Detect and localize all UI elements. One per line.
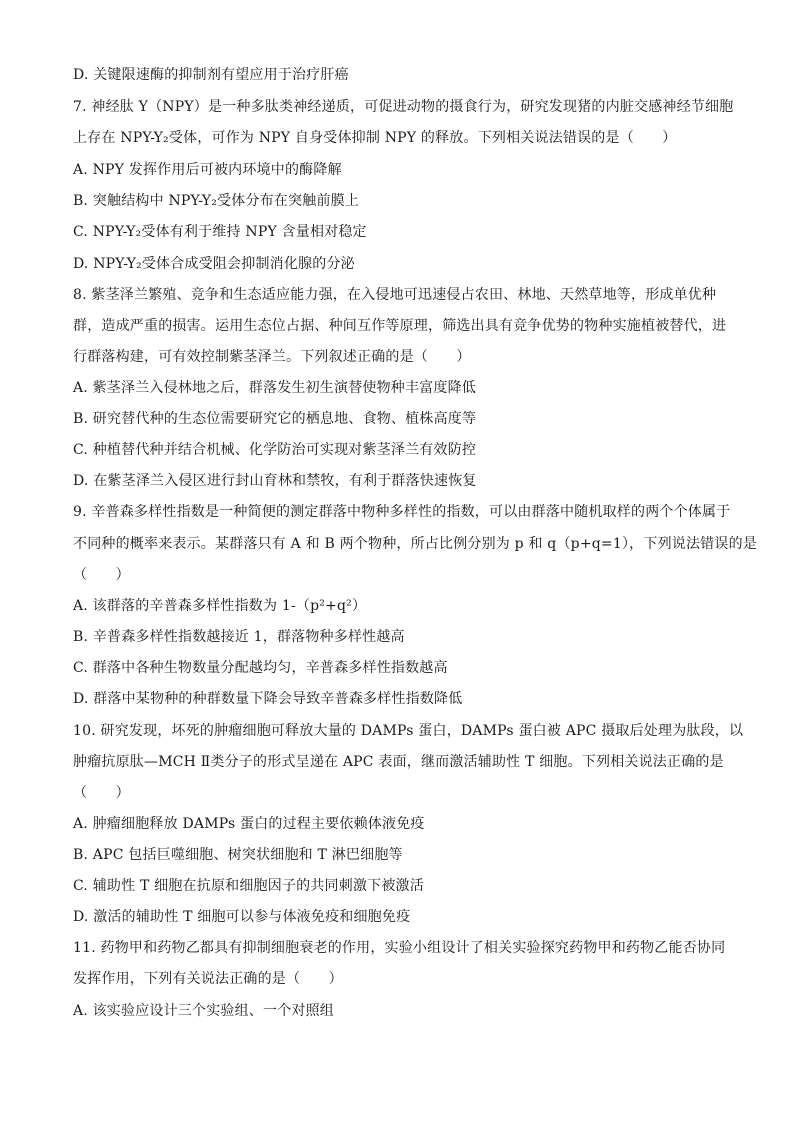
question-8-stem-cont: 群，造成严重的损害。运用生态位占据、种间互作等原理，筛选出具有竞争优势的物种实施植被替代，进 [73,318,727,334]
option-8-b: B. 研究替代种的生态位需要研究它的栖息地、食物、植株高度等 [73,411,477,427]
question-7-stem-cont: 上存在 NPY-Y₂受体，可作为 NPY 自身受体抑制 NPY 的释放。下列相关说法错误的是（ ） [73,130,677,146]
question-10-stem-cont: 肿瘤抗原肽—MCH Ⅱ类分子的形式呈递在 APC 表面，继而激活辅助性 T 细胞。下列相关说法正确的是 [73,754,724,770]
question-11-stem: 11. 药物甲和药物乙都具有抑制细胞衰老的作用，实验小组设计了相关实验探究药物甲和药物乙能否协同 [73,940,726,956]
option-11-a: A. 该实验应设计三个实验组、一个对照组 [73,1003,335,1019]
option-10-c: C. 辅助性 T 细胞在抗原和细胞因子的共同刺激下被激活 [73,878,424,894]
option-7-c: C. NPY-Y₂受体有利于维持 NPY 含量相对稳定 [73,224,367,240]
question-11-stem-cont: 发挥作用，下列有关说法正确的是（ ） [73,971,343,987]
option-7-d: D. NPY-Y₂受体合成受阻会抑制消化腺的分泌 [73,256,355,272]
option-10-d: D. 激活的辅助性 T 细胞可以参与体液免疫和细胞免疫 [73,909,411,925]
option-10-b: B. APC 包括巨噬细胞、树突状细胞和 T 淋巴细胞等 [73,847,403,863]
question-9-bracket: （ ） [73,567,130,583]
option-9-b: B. 辛普森多样性指数越接近 1，群落物种多样性越高 [73,629,405,645]
option-9-c: C. 群落中各种生物数量分配越均匀，辛普森多样性指数越高 [73,660,448,676]
question-10-bracket: （ ） [73,785,130,801]
option-8-a: A. 紫茎泽兰入侵林地之后，群落发生初生演替使物种丰富度降低 [73,380,477,396]
question-8-stem: 8. 紫茎泽兰繁殖、竞争和生态适应能力强，在入侵地可迅速侵占农田、林地、天然草地等，形成单优种 [73,287,717,303]
question-8-stem-end: 行群落构建，可有效控制紫茎泽兰。下列叙述正确的是（ ） [73,349,471,365]
question-7-stem: 7. 神经肽 Y（NPY）是一种多肽类神经递质，可促进动物的摄食行为，研究发现猪的内脏交感神经节细胞 [73,99,734,115]
question-9-stem: 9. 辛普森多样性指数是一种简便的测定群落中物种多样性的指数，可以由群落中随机取样的两个个体属于 [73,504,731,520]
option-6-d: D. 关键限速酶的抑制剂有望应用于治疗肝癌 [73,67,349,83]
option-7-b: B. 突触结构中 NPY-Y₂受体分布在突触前膜上 [73,193,360,209]
option-9-a: A. 该群落的辛普森多样性指数为 1-（p²+q²） [73,598,367,614]
question-10-stem: 10. 研究发现，坏死的肿瘤细胞可释放大量的 DAMPs 蛋白，DAMPs 蛋白被 APC 摄取后处理为肽段，以 [73,723,744,739]
question-9-stem-cont: 不同种的概率来表示。某群落只有 A 和 B 两个物种，所占比例分别为 p 和 q（p+q=1），下列说法错误的是 [73,536,757,552]
option-9-d: D. 群落中某物种的种群数量下降会导致辛普森多样性指数降低 [73,691,463,707]
option-8-c: C. 种植替代种并结合机械、化学防治可实现对紫茎泽兰有效防控 [73,442,477,458]
option-8-d: D. 在紫茎泽兰入侵区进行封山育林和禁牧，有利于群落快速恢复 [73,473,477,489]
option-7-a: A. NPY 发挥作用后可被内环境中的酶降解 [73,162,342,178]
option-10-a: A. 肿瘤细胞释放 DAMPs 蛋白的过程主要依赖体液免疫 [73,816,425,832]
